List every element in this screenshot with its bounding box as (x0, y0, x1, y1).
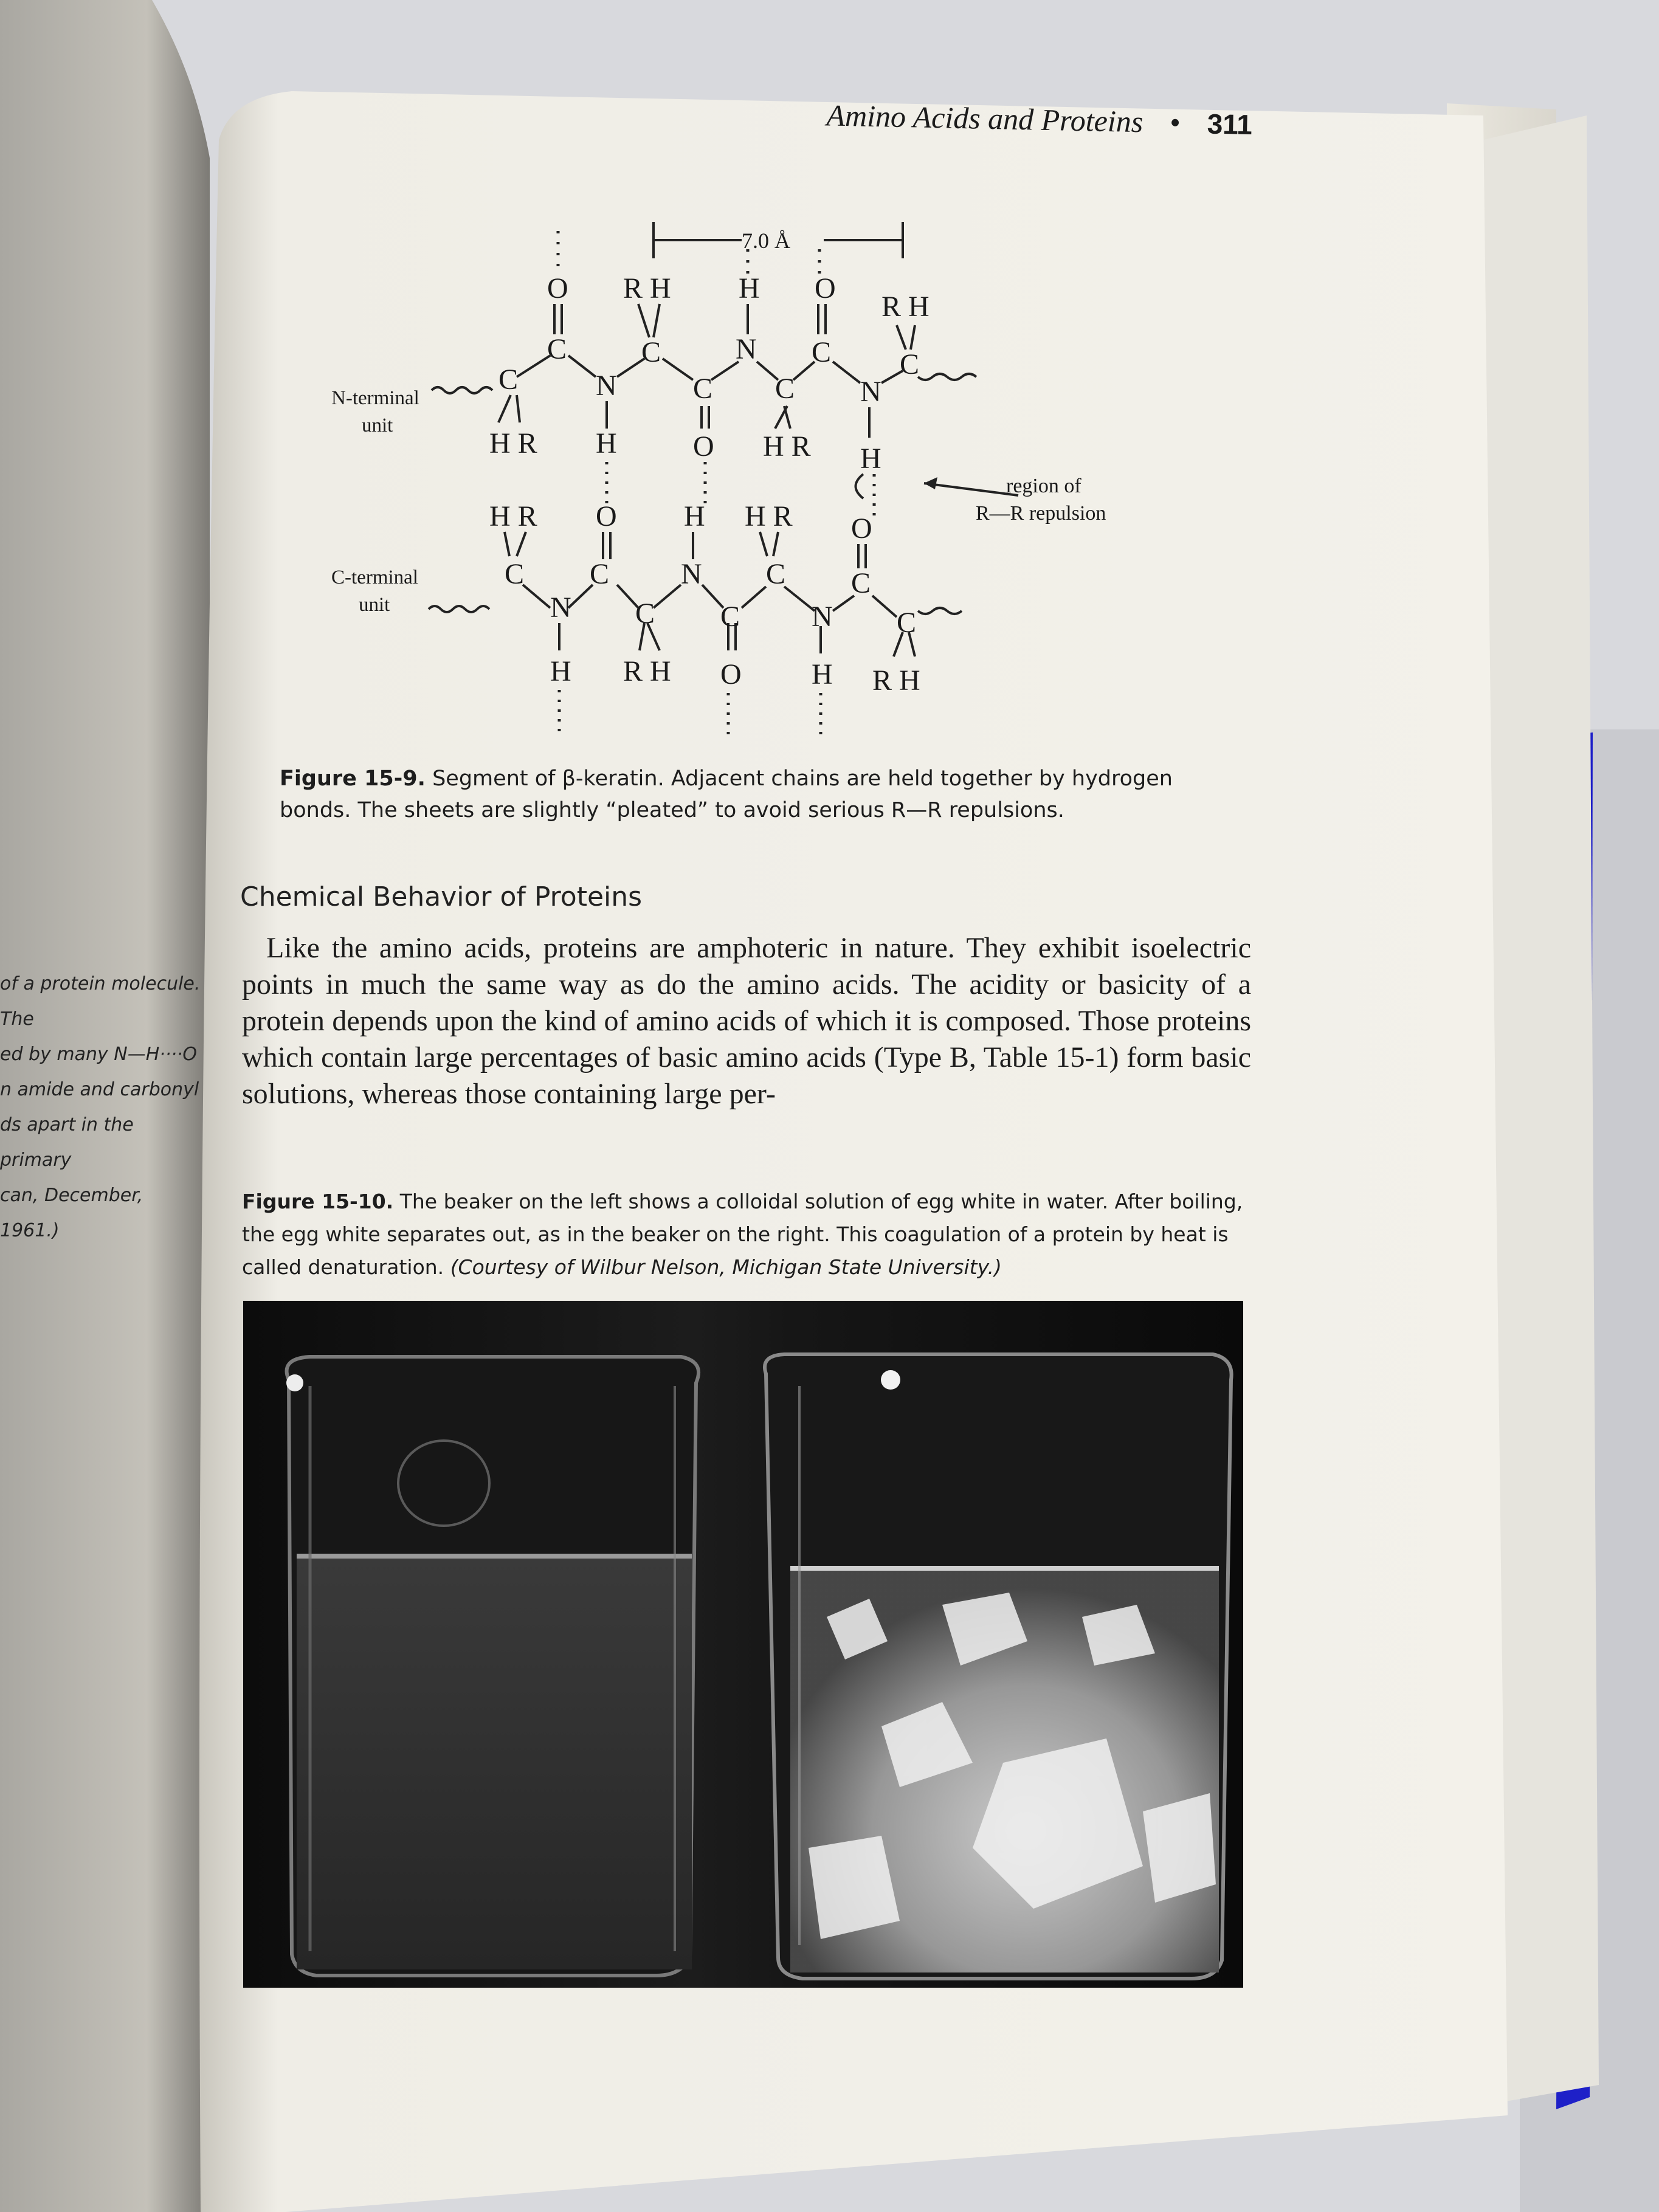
svg-text:C: C (897, 607, 917, 639)
svg-text:H R: H R (489, 500, 537, 532)
svg-text:O: O (720, 658, 742, 691)
figure-15-10-credit: (Courtesy of Wilbur Nelson, Michigan State University.) (450, 1255, 1002, 1279)
figure-15-9-text: Segment of β-keratin. Adjacent chains are held together by hydrogen bonds. The sheets are slightly “pleated” to avoid serious R—R repulsions. (280, 767, 1173, 822)
repulsion-label-line2: R—R repulsion (976, 502, 1106, 525)
svg-text:O: O (547, 272, 568, 305)
svg-text:C: C (547, 333, 567, 365)
left-fragment-line: ds apart in the primary (0, 1114, 134, 1171)
svg-text:O: O (815, 272, 836, 305)
svg-text:H R: H R (745, 500, 793, 532)
beta-keratin-diagram (316, 213, 1350, 748)
svg-text:H: H (812, 658, 833, 691)
svg-text:H: H (684, 500, 705, 532)
figure-15-10-label: Figure 15-10. (242, 1190, 394, 1213)
left-fragment-line: ed by many N—H····O (0, 1044, 198, 1065)
left-fragment-line: can, December, 1961.) (0, 1185, 143, 1241)
svg-text:C: C (766, 558, 786, 590)
left-fragment-line: n amide and carbonyl (0, 1079, 199, 1100)
svg-text:R H: R H (623, 272, 671, 305)
left-page-caption-fragment (0, 966, 201, 1249)
svg-text:H: H (596, 427, 617, 460)
svg-text:C: C (505, 558, 525, 590)
svg-text:R H: R H (623, 655, 671, 687)
svg-text:C: C (590, 558, 610, 590)
page-number: 311 (1207, 108, 1253, 140)
svg-text:C: C (720, 601, 740, 633)
body-paragraph: Like the amino acids, proteins are amphoteric in nature. They exhibit isoelectric points in much the same way as do the amino acids. The acidity or basicity of a protein depends upon the kind of amino acids of which it is composed. Those proteins which contain large percentages of basic amino acids (Type B, Table 15-1) form basic solutions, whereas those containing large per- (242, 932, 1251, 1110)
svg-text:N: N (812, 601, 833, 633)
svg-text:C: C (498, 363, 519, 396)
figure-15-9-label: Figure 15-9. (280, 767, 426, 791)
n-terminal-label-line1: N-terminal (331, 387, 419, 409)
svg-text:C: C (775, 373, 795, 405)
repulsion-label-line1: region of (1006, 475, 1081, 497)
svg-text:R H: R H (872, 664, 920, 697)
svg-text:N: N (860, 376, 881, 408)
figure-15-9-caption (280, 763, 1204, 826)
left-beaker (286, 1357, 698, 1976)
running-head-separator: • (1169, 105, 1181, 140)
svg-text:C: C (635, 598, 655, 630)
figure-15-10-caption (242, 1185, 1251, 1284)
running-head-title: Amino Acids and Proteins (826, 98, 1143, 139)
beakers-photo (243, 1301, 1243, 1988)
svg-text:R H: R H (881, 291, 930, 323)
svg-text:C: C (851, 567, 871, 599)
svg-text:H: H (550, 655, 571, 687)
svg-text:C: C (641, 336, 661, 368)
c-terminal-label-line2: unit (359, 594, 390, 616)
svg-text:H R: H R (489, 427, 537, 460)
svg-text:O: O (693, 430, 714, 463)
svg-text:N: N (681, 558, 702, 590)
svg-text:H R: H R (763, 430, 811, 463)
svg-text:N: N (550, 591, 571, 624)
svg-text:N: N (736, 333, 757, 365)
svg-text:C: C (693, 373, 713, 405)
svg-text:C: C (900, 348, 920, 381)
section-heading: Chemical Behavior of Proteins (240, 881, 643, 912)
distance-label: 7.0 Å (742, 229, 790, 253)
right-beaker (765, 1354, 1232, 1979)
svg-text:H: H (739, 272, 760, 305)
figure-15-10-text: The beaker on the left shows a colloidal solution of egg white in water. After boiling, the egg white separates out, as in the beaker on the right. This coagulation of a protein by heat is called denaturation. (242, 1190, 1243, 1279)
svg-text:O: O (851, 512, 872, 545)
svg-text:N: N (596, 370, 617, 402)
svg-text:C: C (812, 336, 832, 368)
svg-text:H: H (860, 443, 881, 475)
c-terminal-label-line1: C-terminal (331, 567, 418, 588)
n-terminal-label-line2: unit (362, 415, 393, 436)
svg-text:O: O (596, 500, 617, 532)
left-fragment-line: of a protein molecule. The (0, 973, 201, 1030)
